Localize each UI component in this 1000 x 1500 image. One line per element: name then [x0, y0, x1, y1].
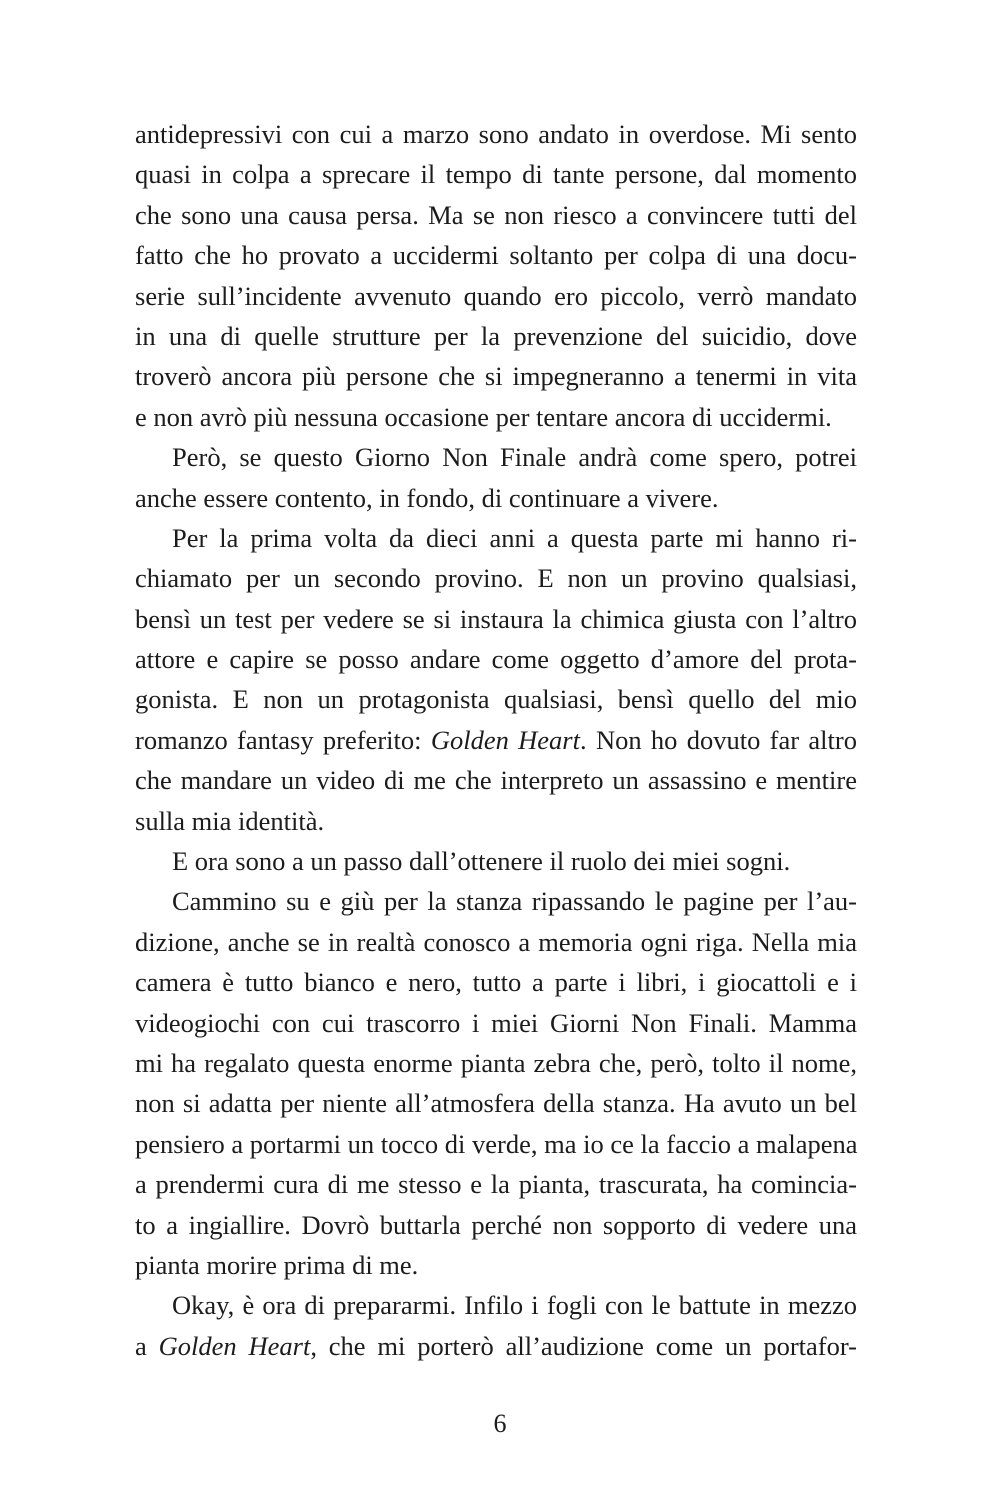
- text-segment: Per la prima volta da dieci anni a questa parte mi hanno ri-: [172, 522, 857, 553]
- text-segment: mi ha regalato questa enorme pianta zebra che, però, tolto il nome,: [135, 1047, 857, 1078]
- text-segment: pianta morire prima di me.: [135, 1249, 419, 1280]
- text-line: [135, 841, 857, 881]
- text-segment: attore e capire se posso andare come oggetto d’amore del prota-: [135, 644, 857, 675]
- text-line: [135, 235, 857, 275]
- italic-title: Golden Heart: [430, 724, 580, 755]
- text-line: [135, 478, 857, 518]
- text-segment: antidepressivi con cui a marzo sono andato in overdose. Mi sento: [135, 119, 857, 149]
- text-segment: dizione, anche se in realtà conosco a memoria ogni riga. Nella mia: [135, 926, 857, 957]
- text-line: [135, 1285, 857, 1325]
- text-segment: a: [135, 1330, 159, 1361]
- text-segment: che mandare un video di me che interpreto un assassino e mentire: [135, 765, 857, 796]
- text-line: [135, 1205, 857, 1245]
- text-segment: serie sull’incidente avvenuto quando ero piccolo, verrò mandato: [135, 280, 857, 311]
- text-line: [135, 154, 857, 194]
- text-segment: chiamato per un secondo provino. E non un provino qualsiasi,: [135, 563, 857, 594]
- text-line: [135, 881, 857, 921]
- text-segment: troverò ancora più persone che si impegneranno a tenermi in vita: [135, 361, 857, 392]
- text-line: [135, 114, 857, 154]
- text-line: [135, 922, 857, 962]
- text-line: [135, 437, 857, 477]
- text-segment: gonista. E non un protagonista qualsiasi, bensì quello del mio: [135, 684, 857, 715]
- text-line: [135, 356, 857, 396]
- text-line: [135, 1124, 857, 1164]
- text-segment: to a ingiallire. Dovrò buttarla perché non sopporto di vedere una: [135, 1209, 857, 1240]
- text-line: [135, 720, 857, 760]
- text-segment: e non avrò più nessuna occasione per tentare ancora di uccidermi.: [135, 401, 832, 432]
- text-line: [135, 801, 857, 841]
- text-segment: Okay, è ora di prepararmi. Infilo i fogli con le battute in mezzo: [172, 1290, 857, 1321]
- text-line: [135, 1245, 857, 1285]
- text-segment: non si adatta per niente all’atmosfera della stanza. Ha avuto un bel: [135, 1088, 857, 1119]
- text-segment: quasi in colpa a sprecare il tempo di tante persone, dal momento: [135, 159, 857, 190]
- page-number: 6: [493, 1409, 507, 1438]
- text-line: [135, 518, 857, 558]
- text-segment: , che mi porterò all’audizione come un portafor-: [310, 1330, 858, 1361]
- text-segment: pensiero a portarmi un tocco di verde, ma io ce la faccio a malapena: [135, 1128, 858, 1159]
- text-line: [135, 1083, 857, 1123]
- text-segment: sulla mia identità.: [135, 805, 325, 836]
- text-segment: a prendermi cura di me stesso e la pianta, trascurata, ha comincia-: [135, 1169, 857, 1200]
- text-line: [135, 679, 857, 719]
- text-segment: fatto che ho provato a uccidermi soltanto per colpa di una docu-: [135, 240, 857, 271]
- text-line: [135, 1164, 857, 1204]
- body-text: [135, 114, 857, 1366]
- text-line: [135, 962, 857, 1002]
- text-segment: bensì un test per vedere se si instaura la chimica giusta con l’altro: [135, 603, 857, 634]
- text-segment: . Non ho dovuto far altro: [579, 724, 857, 755]
- text-line: [135, 1326, 857, 1366]
- text-line: [135, 1043, 857, 1083]
- text-line: [135, 760, 857, 800]
- text-segment: anche essere contento, in fondo, di continuare a vivere.: [135, 482, 719, 513]
- text-segment: camera è tutto bianco e nero, tutto a parte i libri, i giocattoli e i: [135, 967, 857, 998]
- text-line: [135, 195, 857, 235]
- text-line: [135, 558, 857, 598]
- text-segment: romanzo fantasy preferito:: [135, 724, 431, 755]
- text-line: [135, 1003, 857, 1043]
- text-segment: videogiochi con cui trascorro i miei Giorni Non Finali. Mamma: [135, 1007, 857, 1038]
- text-segment: Però, se questo Giorno Non Finale andrà come spero, potrei: [172, 442, 857, 473]
- text-line: [135, 397, 857, 437]
- text-line: [135, 276, 857, 316]
- text-segment: Cammino su e giù per la stanza ripassando le pagine per l’au-: [172, 886, 857, 917]
- text-line: [135, 599, 857, 639]
- text-line: [135, 316, 857, 356]
- italic-title: Golden Heart: [158, 1330, 311, 1361]
- text-line: [135, 639, 857, 679]
- text-segment: in una di quelle strutture per la prevenzione del suicidio, dove: [135, 320, 857, 351]
- text-segment: che sono una causa persa. Ma se non riesco a convincere tutti del: [135, 199, 857, 230]
- text-segment: E ora sono a un passo dall’ottenere il ruolo dei miei sogni.: [172, 846, 791, 877]
